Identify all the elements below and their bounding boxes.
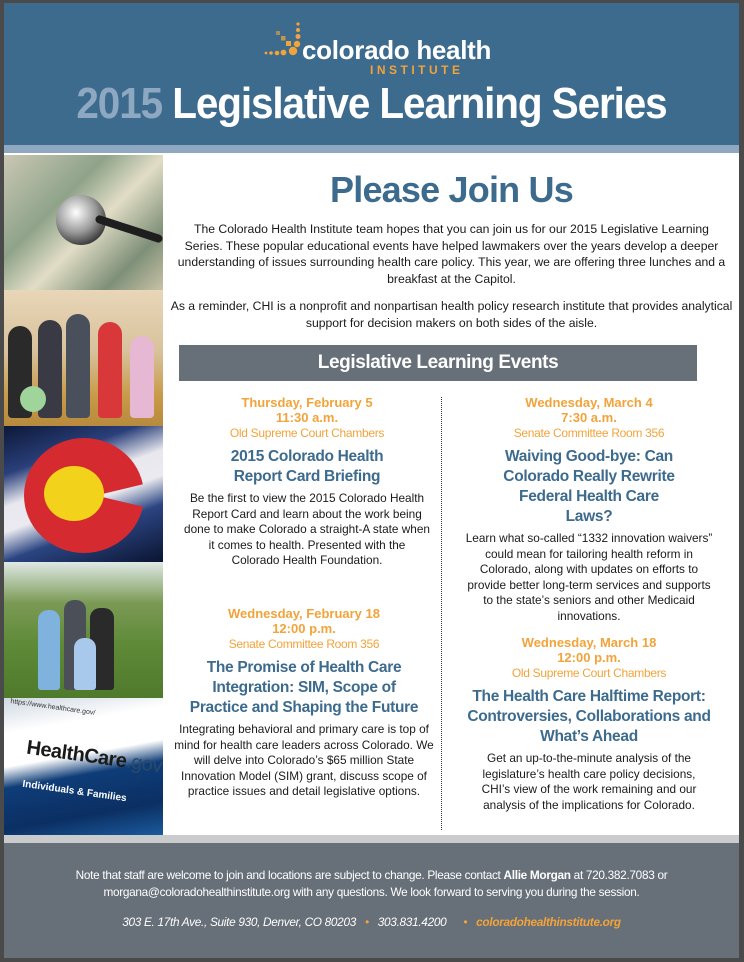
kid-figure: [130, 336, 154, 418]
photo-column: [4, 155, 163, 835]
flyer-page: [4, 3, 739, 958]
event-room: Old Supreme Court Chambers: [511, 666, 667, 680]
person-figure: [74, 638, 96, 690]
event-room: Senate Committee Room 356: [228, 637, 380, 651]
series-title: [33, 79, 709, 129]
site-nav-text: Individuals & Families: [21, 778, 128, 805]
event-description: Learn what so-called “1332 innovation waivers” could mean for tailoring health reform in Colorado, along with updates on efforts to provide better long-term services and supports to the state’s seniors and other Medicaid innovations.: [465, 531, 713, 623]
money-stethoscope-photo: [4, 155, 163, 290]
kid-figure: [98, 322, 122, 418]
header-divider-band: [4, 145, 739, 153]
event-room: Senate Committee Room 356: [513, 426, 665, 440]
event-room: Old Supreme Court Chambers: [229, 426, 385, 440]
flag-yellow-disc: [44, 466, 104, 521]
person-figure: [38, 610, 60, 690]
series-year: 2015: [76, 79, 163, 128]
colorado-flag-photo: [4, 426, 163, 562]
address: 303 E. 17th Ave., Suite 930, Denver, CO 80203: [122, 915, 356, 929]
healthcare-gov-photo: [4, 698, 163, 835]
event-description: Integrating behavioral and primary care is top of mind for health care leaders across Colorado. We will delve into Colorado’s $65 million State Innovation Model (SIM) grant, discuss scope of practice issues and detail legislative options.: [174, 722, 434, 799]
chi-logo[interactable]: [262, 17, 502, 77]
header-banner: [4, 3, 739, 145]
brand-text: HealthCare: [25, 736, 128, 773]
separator-dot: •: [364, 915, 369, 929]
event-card: [454, 635, 724, 813]
brand-suffix: .gov: [124, 750, 163, 778]
events-heading: Legislative Learning Events: [179, 345, 697, 381]
family-park-photo: [4, 562, 163, 698]
logo-name: colorado health: [302, 35, 492, 65]
note-text-contact[interactable]: at 720.382.7083 or morgana@coloradohealthinstitute.org with any questions. We look forward to serving you during the session.: [103, 868, 668, 899]
contact-name: Allie Morgan: [503, 868, 571, 882]
footer-contact-line: [4, 915, 739, 929]
event-date: Wednesday, March 4: [525, 395, 653, 410]
healthcare-brand: [25, 737, 163, 779]
website-link[interactable]: coloradohealthinstitute.org: [476, 915, 621, 929]
event-title: Waiving Good-bye: Can Colorado Really Rewrite Federal Health Care Laws?: [503, 448, 675, 525]
event-time: 7:30 a.m.: [561, 410, 617, 425]
event-card: [176, 395, 438, 569]
kid-figure: [66, 314, 90, 418]
dot-burst-icon: [262, 21, 304, 59]
event-description: Be the first to view the 2015 Colorado Health Report Card and learn about the work being done to make Colorado a straight-A state when it comes to health. Presented with the Colorado Health Foundation.: [184, 491, 430, 568]
event-time: 12:00 p.m.: [557, 650, 621, 665]
reminder-paragraph: As a reminder, CHI is a nonprofit and nonpartisan health policy research institute that provides analytical support for decision makers on both sides of the aisle.: [170, 299, 733, 330]
kids-team-photo: [4, 290, 163, 426]
event-card: [164, 606, 444, 800]
event-title: The Promise of Health Care Integration: SIM, Scope of Practice and Shaping the Future: [189, 659, 419, 716]
note-text: Note that staff are welcome to join and locations are subject to change. Please contact: [75, 868, 504, 882]
footer: [4, 843, 739, 958]
event-card: [454, 395, 724, 625]
logo-subtitle: INSTITUTE: [370, 63, 464, 77]
footer-note: [14, 867, 729, 901]
intro-paragraph: The Colorado Health Institute team hopes that you can join us for our 2015 Legislative Learning Series. These popular educational events have helped lawmakers over the years develop a deeper understanding of issues surrounding health care policy. This year, we are offering three lunches and a breakfast at the Capitol.: [177, 222, 726, 286]
event-time: 11:30 a.m.: [275, 410, 339, 425]
event-title: The Health Care Halftime Report: Controversies, Collaborations and What’s Ahead: [467, 688, 711, 745]
event-date: Thursday, February 5: [241, 395, 373, 410]
footer-divider-band: [4, 835, 739, 843]
series-name: Legislative Learning Series: [172, 79, 667, 128]
main-content: [164, 155, 739, 835]
separator-dot: •: [463, 915, 468, 929]
ball-icon: [20, 386, 46, 412]
phone-number[interactable]: 303.831.4200: [377, 915, 447, 929]
page-title: Please Join Us: [330, 169, 573, 210]
event-title: 2015 Colorado Health Report Card Briefing: [230, 448, 384, 485]
event-date: Wednesday, March 18: [521, 635, 657, 650]
event-description: Get an up-to-the-minute analysis of the legislature’s health care policy decisions, CHI’s view of the work remaining and our analysis of the implications for Colorado.: [481, 751, 697, 812]
stethoscope-tube: [94, 214, 163, 243]
event-time: 12:00 p.m.: [272, 621, 336, 636]
event-date: Wednesday, February 18: [228, 606, 380, 621]
browser-url: https://www.healthcare.gov/: [9, 698, 96, 717]
